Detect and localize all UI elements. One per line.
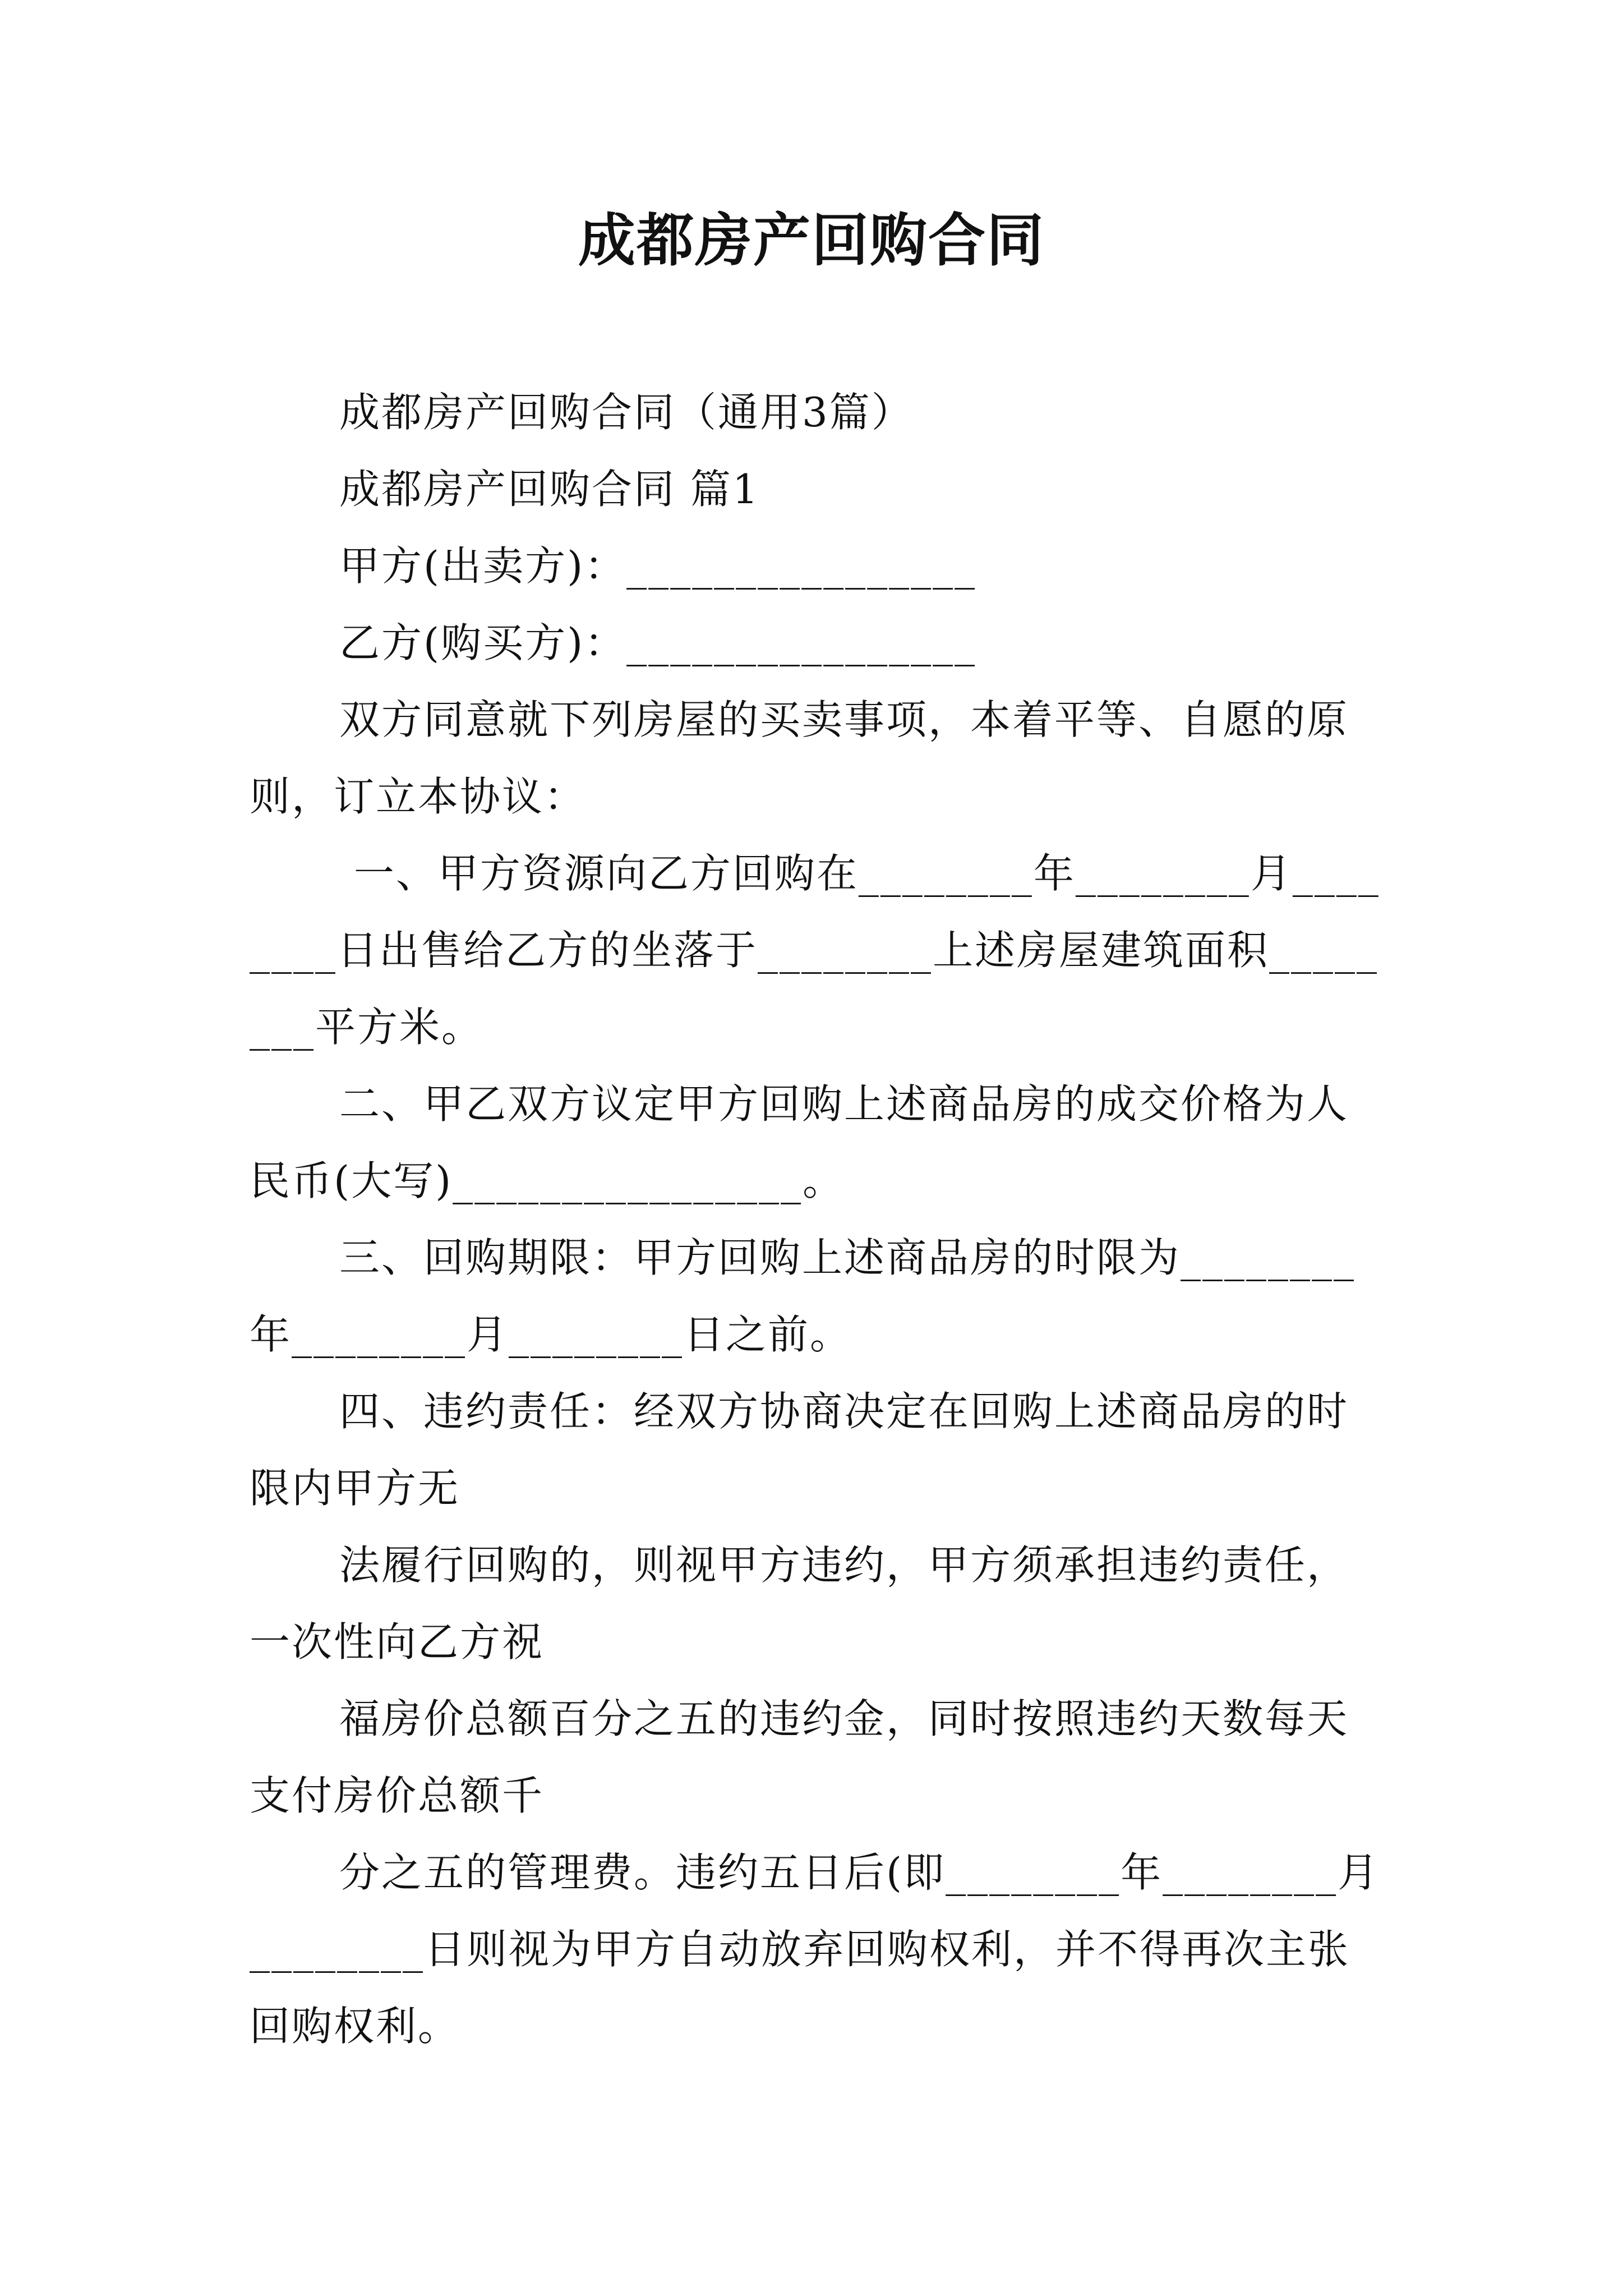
document-title: 成都房产回购合同 [578,208,1045,274]
paragraph-clause-4-cont-3: 分之五的管理费。违约五日后(即________年________月________日则视为甲方自动放弃回购权利，并不得再次主张回购权利。 [250,1849,1380,2050]
paragraph-clause-2: 二、甲乙双方议定甲方回购上述商品房的成交价格为人民币(大写)________________。 [250,1080,1349,1204]
paragraph-clause-4-cont-1: 法履行回购的，则视甲方违约，甲方须承担违约责任，一次性向乙方祝 [250,1542,1349,1665]
document-body [250,374,1388,2065]
paragraph-subtitle: 成都房产回购合同（通用3篇） [339,389,914,436]
paragraph-party-a: 甲方(出卖方)：________________ [339,542,977,590]
paragraph-section-heading: 成都房产回购合同 篇1 [339,466,760,513]
paragraph-clause-3: 三、回购期限：甲方回购上述商品房的时限为________年________月________日之前。 [250,1234,1356,1358]
paragraph-clause-4-cont-2: 福房价总额百分之五的违约金，同时按照违约天数每天支付房价总额千 [250,1695,1349,1819]
paragraph-clause-1: 一、甲方资源向乙方回购在________年________月________日出售给乙方的坐落于________上述房屋建筑面积________平方米。 [250,850,1380,1051]
paragraph-clause-4: 四、违约责任：经双方协商决定在回购上述商品房的时限内甲方无 [250,1388,1349,1512]
paragraph-preamble: 双方同意就下列房屋的买卖事项，本着平等、自愿的原则，订立本协议： [250,696,1349,820]
paragraph-party-b: 乙方(购买方)：________________ [339,619,977,666]
